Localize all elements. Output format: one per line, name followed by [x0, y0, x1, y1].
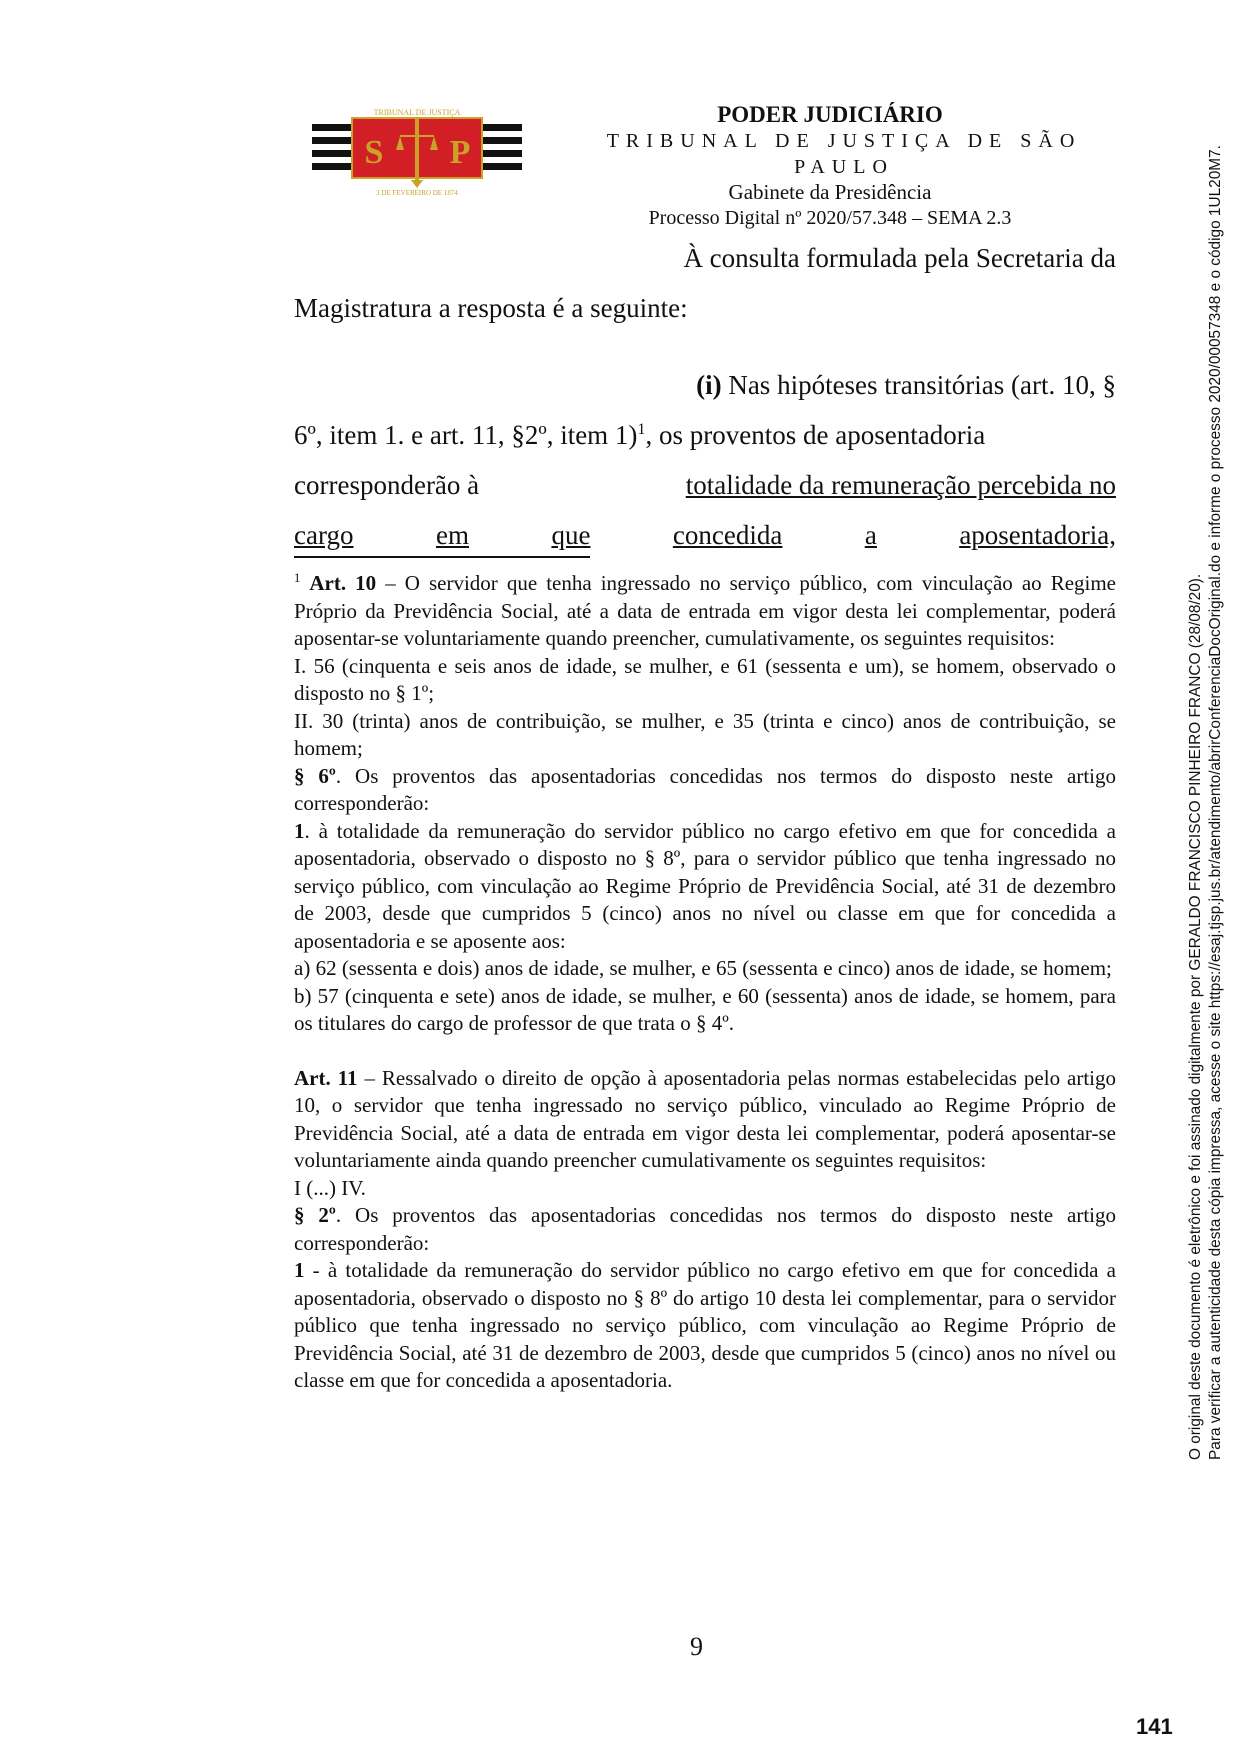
underlined-word: em [435, 520, 469, 550]
footnote-marker: 1 [294, 571, 301, 585]
underlined-word: aposentadoria, [959, 520, 1116, 550]
paragraph-item-i [294, 360, 1116, 560]
paragraph-line: Magistratura a resposta é a seguinte: [294, 293, 688, 323]
spacer [294, 1038, 1116, 1065]
underlined-word: a [864, 520, 877, 550]
paragraph-line [294, 410, 1116, 460]
court-seal-icon [312, 106, 522, 198]
paragraph-line [294, 510, 1116, 560]
item-label: 1 [294, 818, 305, 843]
paragraph-text: 6º, item 1. e art. 11, §2º, item 1) [294, 420, 638, 450]
seal-bottom-text: 3 DE FEVEREIRO DE 1874 [376, 189, 458, 197]
footnote [294, 570, 1116, 1395]
paragraph-text: . Os proventos das aposentadorias concedidas nos termos do disposto neste artigo corresponderão: [294, 763, 1116, 815]
article-label: Art. 10 [309, 571, 377, 595]
paragraph-consulta [294, 233, 1116, 333]
underlined-word: que [551, 520, 591, 550]
paragraph-text: Nas hipóteses transitórias (art. 10, § [728, 370, 1116, 400]
article-paragraph [294, 763, 1116, 818]
footnote-art10 [294, 570, 1116, 653]
paragraph-label: § 2º [294, 1203, 336, 1227]
seal-top-text: TRIBUNAL DE JUSTIÇA [373, 108, 461, 117]
underlined-word: concedida [672, 520, 783, 550]
article-text: – O servidor que tenha ingressado no serviço público, com vinculação ao Regime Próprio da Previdência Social, até a data de entrada em vigor desta lei complementar, poderá aposentar-se voluntariamente quando preencher, cumulativamente, os seguintes requisitos: [294, 571, 1117, 650]
paragraph-text: . Os proventos das aposentadorias concedidas nos termos do disposto neste artigo corresponderão: [294, 1203, 1116, 1255]
article-item [294, 1257, 1116, 1395]
sheet-number: 141 [1136, 1714, 1173, 1739]
header-processo: Processo Digital nº 2020/57.348 – SEMA 2.3 [648, 207, 1012, 229]
header-text [530, 102, 1130, 231]
item-label: 1 [294, 1258, 305, 1282]
paragraph-label: § 6º [294, 763, 336, 788]
seal-letter-s: S [364, 134, 384, 171]
seal-letter-p: P [449, 134, 471, 171]
article-item: II. 30 (trinta) anos de contribuição, se mulher, e 35 (trinta e cinco) anos de contribuição, se homem; [294, 708, 1116, 760]
paragraph-line [294, 460, 1116, 510]
footnote-divider [294, 556, 590, 558]
item-text: - à totalidade da remuneração do servidor público no cargo efetivo em que for concedida a aposentadoria, observado o disposto no § 8º do artigo 10 desta lei complementar, para o servidor público que tenha ingressado no serviço público, com vinculação ao Regime Próprio de Previdência Social, até 31 de dezembro de 2003, desde que cumpridos 5 (cinco) anos no nível ou classe em que for concedida a aposentadoria. [294, 1258, 1116, 1392]
item-label: (i) [696, 370, 722, 400]
header-poder-judiciario: PODER JUDICIÁRIO [717, 102, 943, 127]
footnote-art11 [294, 1065, 1116, 1175]
article-paragraph [294, 1202, 1116, 1257]
header-tribunal: TRIBUNAL DE JUSTIÇA DE SÃO PAULO [606, 130, 1082, 178]
digital-signature-notice [1186, 0, 1241, 1460]
item-text: . à totalidade da remuneração do servidor público no cargo efetivo em que for concedida a aposentadoria, observado o disposto no § 8º, para o servidor público que tenha ingressado no serviço público, com vinculação ao Regime Próprio de Previdência Social, até 31 de dezembro de 2003, desde que cumpridos 5 (cinco) anos no nível ou classe em que for concedida a aposentadoria e se aposente aos: [294, 818, 1116, 953]
verification-line: Para verificar a autenticidade desta cópia impressa, acesse o site https://esaj.tjsp.jus.br/atendimento/abrirConferenciaDocOriginal.do e informe o processo 2020/00057348 e o código 1UL20M7. [1207, 145, 1224, 1460]
paragraph-line [294, 360, 1116, 410]
paragraph-text: corresponderão à [294, 470, 480, 500]
paragraph-line: À consulta formulada pela Secretaria da [683, 243, 1116, 273]
article-text: – Ressalvado o direito de opção à aposentadoria pelas normas estabelecidas pelo artigo 10, o servidor que tenha ingressado no serviço público, vinculado ao Regime Próprio de Previdência Social, até a data de entrada em vigor desta lei complementar, poderá aposentar-se voluntariamente ainda quando preencher cumulativamente os seguintes requisitos: [294, 1065, 1116, 1172]
underlined-word: cargo [294, 520, 354, 550]
underlined-text: totalidade da remuneração percebida no [685, 470, 1116, 500]
signature-line: O original deste documento é eletrônico e foi assinado digitalmente por GERALDO FRANCISCO PINHEIRO FRANCO (28/08/20). [1187, 573, 1204, 1460]
article-label: Art. 11 [294, 1065, 358, 1090]
article-item: I (...) IV. [294, 1175, 366, 1200]
article-item: a) 62 (sessenta e dois) anos de idade, se mulher, e 65 (sessenta e cinco) anos de idade, se homem; [294, 956, 1112, 980]
article-item: I. 56 (cinquenta e seis anos de idade, se mulher, e 61 (sessenta e um), se homem, observado o disposto no § 1º; [294, 653, 1116, 705]
article-item: b) 57 (cinquenta e sete) anos de idade, se mulher, e 60 (sessenta) anos de idade, se homem, para os titulares do cargo de professor de que trata o § 4º. [294, 983, 1116, 1035]
document-header [300, 96, 1120, 229]
article-item [294, 818, 1116, 956]
paragraph-text: , os proventos de aposentadoria [645, 420, 986, 450]
footnote-ref: 1 [637, 420, 646, 438]
header-gabinete: Gabinete da Presidência [728, 180, 932, 204]
page-number: 9 [690, 1632, 703, 1661]
